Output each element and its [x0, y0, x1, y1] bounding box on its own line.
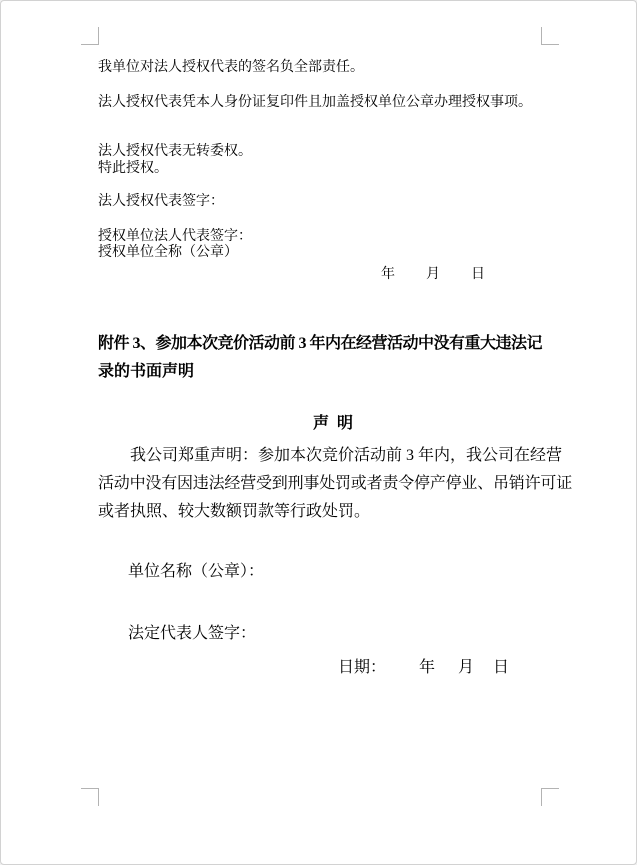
label-unit-full-name: 授权单位全称（公章） — [98, 245, 238, 260]
date-day-label: 日 — [471, 267, 485, 282]
attachment-heading-line2: 录的书面声明 — [98, 363, 195, 380]
para-no-delegation: 法人授权代表无转委权。 — [98, 144, 252, 159]
date-month-label: 月 — [458, 659, 475, 676]
date-year-label: 年 — [419, 659, 436, 676]
label-unit-name-seal: 单位名称（公章）： — [128, 563, 265, 580]
date-month-label: 月 — [426, 267, 440, 282]
para-hereby-authorize: 特此授权。 — [98, 161, 168, 176]
para-responsibility: 我单位对法人授权代表的签名负全部责任。 — [98, 60, 364, 75]
attachment-heading-line1: 附件 3、参加本次竞价活动前 3 年内在经营活动中没有重大违法记 — [98, 335, 543, 352]
margin-mark-top-right-icon — [541, 27, 559, 45]
date-year-label: 年 — [381, 267, 395, 282]
statement-body-line1: 我公司郑重声明：参加本次竞价活动前 3 年内，我公司在经营 — [130, 447, 563, 464]
margin-mark-bottom-right-icon — [541, 788, 559, 806]
label-rep-signature: 法人授权代表签字： — [98, 194, 224, 209]
authorization-date-line — [1, 263, 637, 282]
statement-title: 声 明 — [313, 415, 354, 432]
statement-date-line — [1, 654, 637, 676]
label-legal-rep-signature: 法定代表人签字： — [128, 625, 257, 642]
label-unit-legal-rep-signature: 授权单位法人代表签字： — [98, 229, 252, 244]
para-id-copy: 法人授权代表凭本人身份证复印件且加盖授权单位公章办理授权事项。 — [98, 95, 532, 110]
statement-body-line3: 或者执照、较大数额罚款等行政处罚。 — [98, 503, 371, 520]
statement-body-line2: 活动中没有因违法经营受到刑事处罚或者责令停产停业、吊销许可证 — [98, 475, 573, 492]
margin-mark-top-left-icon — [81, 27, 99, 45]
date-day-label: 日 — [493, 659, 510, 676]
date-label: 日期： — [338, 659, 387, 676]
margin-mark-bottom-left-icon — [81, 788, 99, 806]
